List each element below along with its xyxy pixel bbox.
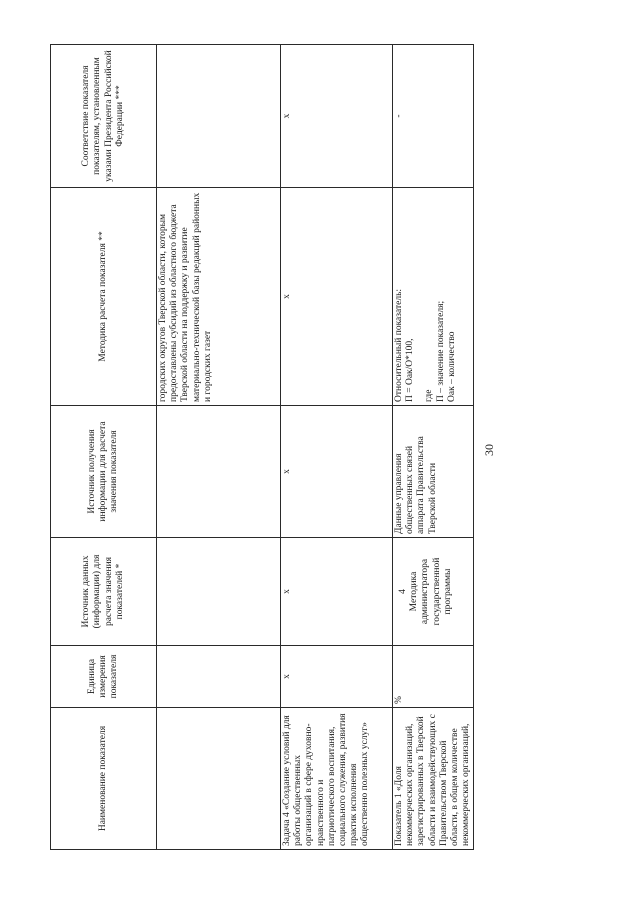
indicators-table <box>50 44 474 850</box>
indicator-unit: % <box>393 646 474 708</box>
header-compliance: Соответствие показателя показателям, установленным указами Президента Российской Федерации *** <box>51 45 157 188</box>
indicator-method-where: где <box>424 389 435 402</box>
table-row-task-4 <box>281 45 393 850</box>
header-method: Методика расчета показателя ** <box>51 188 157 406</box>
table-row-continuation <box>157 45 281 850</box>
indicator-method-formula: П = Оак/О*100, <box>405 338 416 402</box>
table-row-indicator-1 <box>393 45 474 850</box>
indicator-method-cell <box>393 188 474 406</box>
cont-unit <box>157 646 281 708</box>
indicator-method-line-1: Относительный показатель: <box>394 288 404 402</box>
rotated-page <box>50 45 590 850</box>
cont-compliance <box>157 45 281 188</box>
cont-data-source <box>157 538 281 646</box>
cont-info-source <box>157 406 281 538</box>
indicator-method-line-5: Оак – количество <box>446 331 457 402</box>
cont-name <box>157 708 281 850</box>
task-compliance: х <box>281 45 393 188</box>
indicator-info-source: Данные управления общественных связей аппарата Правительства Тверской области <box>393 406 474 538</box>
task-info-source: х <box>281 406 393 538</box>
page-number: 30 <box>482 444 496 456</box>
header-data-source: Источник данных (информации) для расчета значения показателей * <box>51 538 157 646</box>
indicator-data-source-number: 4 <box>398 589 408 594</box>
indicator-method-line-4: П – значение показателя; <box>435 300 446 402</box>
task-unit: х <box>281 646 393 708</box>
task-name: Задача 4 «Создание условий для работы общественных организаций в сфере духовно-нравственного и патриотического воспитания, социального служения, развития практик исполнения общественно полезных услуг» <box>281 708 393 850</box>
task-data-source: х <box>281 538 393 646</box>
indicator-name: Показатель 1 «Доля некоммерческих организаций, зарегистрированных в Тверской области и взаимодействующих с Правительством Тверской области, в общем количестве некоммерческих организаций, <box>393 708 474 850</box>
task-method: х <box>281 188 393 406</box>
indicator-compliance: - <box>393 45 474 188</box>
header-unit: Единица измерения показателя <box>51 646 157 708</box>
indicator-data-source-cell <box>393 538 474 646</box>
indicator-data-source: Методика администратора государственной программы <box>409 557 453 626</box>
table-header-row <box>51 45 157 850</box>
cont-method: городских округов Тверской области, которым предоставлены субсидий из областного бюджета Тверской области на поддержку и развитие материально-технической базы редакций районных и городских газет <box>157 188 281 406</box>
header-info-source: Источник получения информации для расчета значения показателя <box>51 406 157 538</box>
header-name: Наименование показателя <box>51 708 157 850</box>
